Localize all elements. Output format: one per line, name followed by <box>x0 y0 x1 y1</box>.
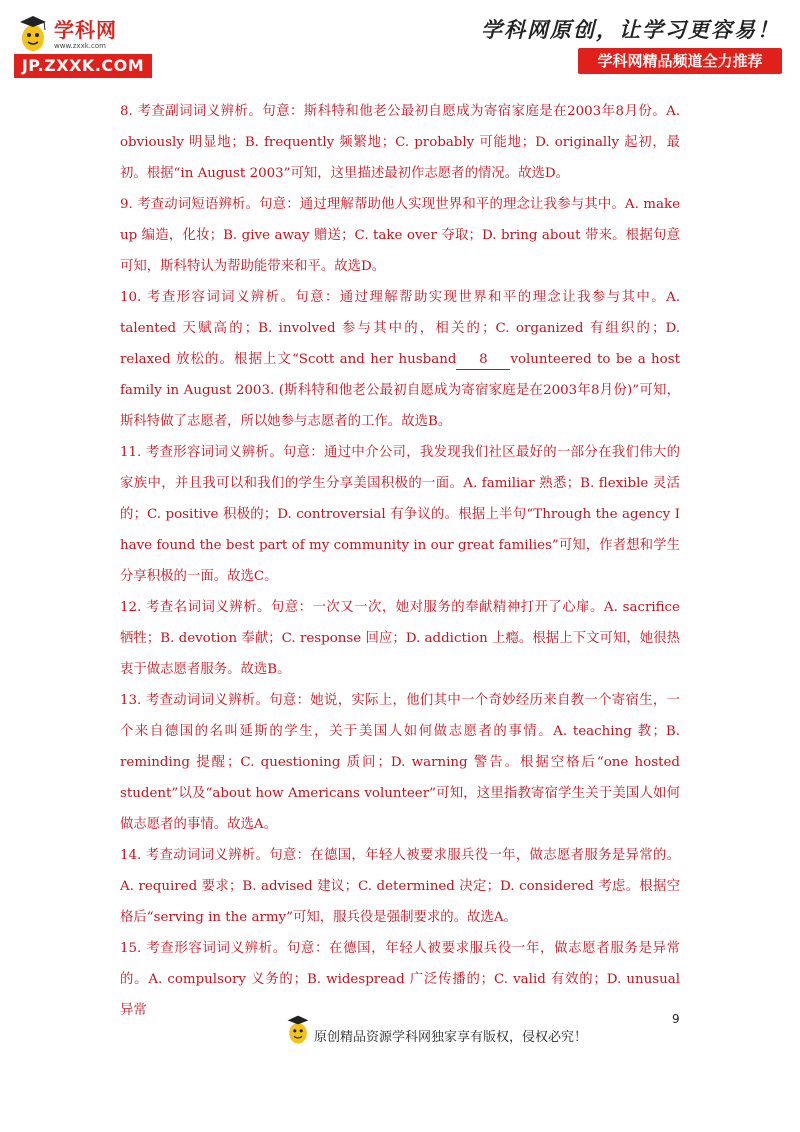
page-header <box>0 0 800 90</box>
answer-explanations <box>120 96 680 1026</box>
mascot-icon <box>286 1014 310 1046</box>
channel-banner: 学科网精品频道全力推荐 <box>578 48 782 74</box>
answer-blank: 8 <box>456 351 510 370</box>
site-logo[interactable] <box>14 12 154 78</box>
explanation-q9: 9. 考查动词短语辨析。句意：通过理解帮助他人实现世界和平的理念让我参与其中。A. make up 编造，化妆；B. give away 赠送；C. take over 夺取；D. bring about 带来。根据句意可知，斯科特认为帮助能带来和平。故选D。 <box>120 197 680 274</box>
explanation-q10 <box>120 282 680 437</box>
logo-domain: JP.ZXXK.COM <box>14 54 152 78</box>
page-footer <box>0 1010 800 1050</box>
copyright-notice: 原创精品资源学科网独家享有版权，侵权必究！ <box>314 1030 588 1045</box>
mascot-icon <box>18 14 48 54</box>
explanation-q10-part2: volunteered to be a host family in August 2003. (斯科特和他老公最初自愿成为寄宿家庭是在2003年8月份)”可知，斯科特做了志愿者，所以她参与志愿者的工作。故选B。 <box>120 352 680 429</box>
page-number: 9 <box>672 1012 680 1026</box>
explanation-q14: 14. 考查动词词义辨析。句意：在德国，年轻人被要求服兵役一年，做志愿者服务是异常的。A. required 要求；B. advised 建议；C. determined 决定；D. considered 考虑。根据空格后“serving in the army”可知，服兵役是强制要求的。故选A。 <box>120 848 680 925</box>
slogan: 学科网原创，让学习更容易！ <box>481 17 780 42</box>
logo-title: 学科网 <box>54 18 117 42</box>
explanation-q15: 15. 考查形容词词义辨析。句意：在德国，年轻人被要求服兵役一年，做志愿者服务是异常的。A. compulsory 义务的；B. widespread 广泛传播的；C. valid 有效的；D. unusual 异常 <box>120 941 680 1018</box>
explanation-q11: 11. 考查形容词词义辨析。句意：通过中介公司，我发现我们社区最好的一部分在我们伟大的家族中，并且我可以和我们的学生分享美国积极的一面。A. familiar 熟悉；B. flexible 灵活的；C. positive 积极的；D. controversial 有争议的。根据上半句“Through the agency I have found the best part of my community in our great families”可知，作者想和学生分享积极的一面。故选C。 <box>120 445 680 584</box>
explanation-q13: 13. 考查动词词义辨析。句意：她说，实际上，他们其中一个奇妙经历来自教一个寄宿生，一个来自德国的名叫延斯的学生，关于美国人如何做志愿者的事情。A. teaching 教；B. reminding 提醒；C. questioning 质问；D. warning 警告。根据空格后“one hosted student”以及“about how Americans volunteer”可知，这里指教寄宿学生关于美国人如何做志愿者的事情。故选A。 <box>120 693 680 832</box>
explanation-q12: 12. 考查名词词义辨析。句意：一次又一次，她对服务的奉献精神打开了心扉。A. sacrifice 牺牲；B. devotion 奉献；C. response 回应；D. addiction 上瘾。根据上下文可知，她很热衷于做志愿者服务。故选B。 <box>120 600 680 677</box>
logo-url: www.zxxk.com <box>54 42 106 50</box>
explanation-q8: 8. 考查副词词义辨析。句意：斯科特和他老公最初自愿成为寄宿家庭是在2003年8月份。A. obviously 明显地；B. frequently 频繁地；C. probably 可能地；D. originally 起初，最初。根据“in August 2003”可知，这里描述最初作志愿者的情况。故选D。 <box>120 104 680 181</box>
explanation-q10-part1: 10. 考查形容词词义辨析。句意：通过理解帮助实现世界和平的理念让我参与其中。A. talented 天赋高的；B. involved 参与其中的，相关的；C. organized 有组织的；D. relaxed 放松的。根据上文“Scott and her husband <box>120 290 680 367</box>
